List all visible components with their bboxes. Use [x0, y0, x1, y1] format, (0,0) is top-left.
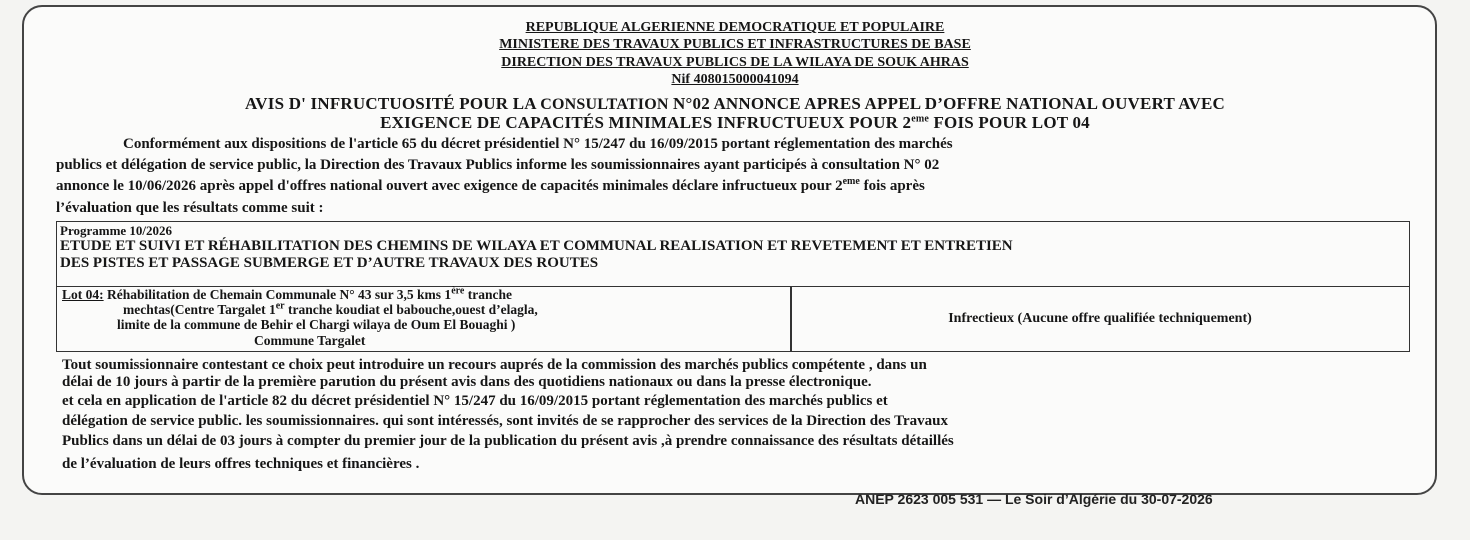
intro-line2 — [56, 157, 939, 174]
notice-title-consultation: CONSULTATION — [540, 96, 669, 113]
lot-text: tranche — [464, 287, 512, 302]
notice-title-line1 — [0, 95, 1470, 114]
programme-label: Programme 10/2026 — [60, 223, 173, 238]
header-nif: Nif 408015000041094 — [671, 72, 799, 87]
lot-line3: limite de la commune de Behir el Chargi wilaya de Oum El Bouaghi ) — [117, 317, 516, 332]
notice-title-part: N°02 ANNONCE APRES APPEL D’OFFRE NATIONAL OUVERT AVEC — [668, 94, 1225, 113]
lot-line2 — [123, 300, 538, 317]
closing-line3: et cela en application de l'article 82 du décret présidentiel N° 15/247 du 16/09/2015 portant réglementation des marchés publics et — [62, 393, 888, 409]
intro-line1: Conformément aux dispositions de l'article 65 du décret présidentiel N° 15/247 du 16/09/2015 portant réglementation des marchés — [123, 136, 953, 152]
lot-text: mechtas(Centre Targalet 1 — [123, 302, 276, 317]
closing-line6: de l’évaluation de leurs offres techniques et financières . — [62, 456, 420, 472]
header-direction: DIRECTION DES TRAVAUX PUBLICS DE LA WILAYA DE SOUK AHRAS — [501, 55, 969, 70]
notice-title-line2 — [0, 114, 1470, 132]
intro-text: annonce le 10/06/2026 après appel d'offres national ouvert avec exigence de capacités minimales déclare infructueux pour 2 — [56, 178, 843, 194]
lot-line1 — [62, 285, 512, 302]
notice-title-part: EXIGENCE DE CAPACITÉS MINIMALES INFRUCTUEUX POUR 2 — [380, 113, 912, 132]
intro-text: fois après — [859, 178, 925, 194]
intro-text: publics et délégation de service public, la Direction des Travaux Publics informe les soumissionnaires ayant participés à — [56, 157, 822, 173]
lot-text: Réhabilitation de Chemain Communale N° 43 sur 3,5 kms 1 — [103, 287, 452, 302]
programme-title-line2: DES PISTES ET PASSAGE SUBMERGE ET D’AUTRE TRAVAUX DES ROUTES — [60, 255, 599, 271]
publication-footer: ANEP 2623 005 531 — Le Soir d’Algérie du 30-07-2026 — [855, 491, 1213, 507]
closing-line2: délai de 10 jours à partir de la première parution du présent avis dans des quotidiens nationaux ou dans la presse électronique. — [62, 374, 872, 390]
superscript: eme — [842, 176, 860, 187]
programme-box — [56, 221, 1410, 287]
header-ministry: MINISTERE DES TRAVAUX PUBLICS ET INFRASTRUCTURES DE BASE — [499, 37, 971, 52]
header-republic: REPUBLIQUE ALGERIENNE DEMOCRATIQUE ET POPULAIRE — [525, 20, 945, 35]
lot-result: Infrectieux (Aucune offre qualifiée techniquement) — [948, 311, 1252, 326]
intro-consultation: consultation N° 02 — [821, 157, 940, 173]
closing-line1: Tout soumissionnaire contestant ce choix peut introduire un recours auprés de la commission des marchés publics compétente , dans un — [62, 357, 927, 373]
notice-title-part: FOIS POUR LOT 04 — [929, 113, 1090, 132]
lot-text: tranche koudiat el babouche,ouest d’elagla, — [284, 302, 538, 317]
superscript: ère — [451, 285, 465, 297]
lot-label: Lot 04: — [62, 287, 104, 302]
notice-title-part: AVIS D' INFRUCTUOSITÉ POUR LA — [245, 94, 541, 113]
intro-line4: l’évaluation que les résultats comme suit : — [56, 200, 324, 216]
closing-line5: Publics dans un délai de 03 jours à compter du premier jour de la publication du présent avis ,à prendre connaissance des résultats détaillés — [62, 433, 954, 449]
superscript: er — [275, 300, 285, 312]
closing-line4: délégation de service public. les soumissionnaires. qui sont intéressés, sont invités de se rapprocher des services de la Direction des Travaux — [62, 413, 948, 429]
superscript: eme — [911, 113, 930, 125]
intro-line3 — [56, 178, 925, 195]
programme-title-line1: ETUDE ET SUIVI ET RÉHABILITATION DES CHEMINS DE WILAYA ET COMMUNAL REALISATION ET REVETEMENT ET ENTRETIEN — [60, 238, 1013, 254]
lot-line4: Commune Targalet — [254, 333, 366, 348]
